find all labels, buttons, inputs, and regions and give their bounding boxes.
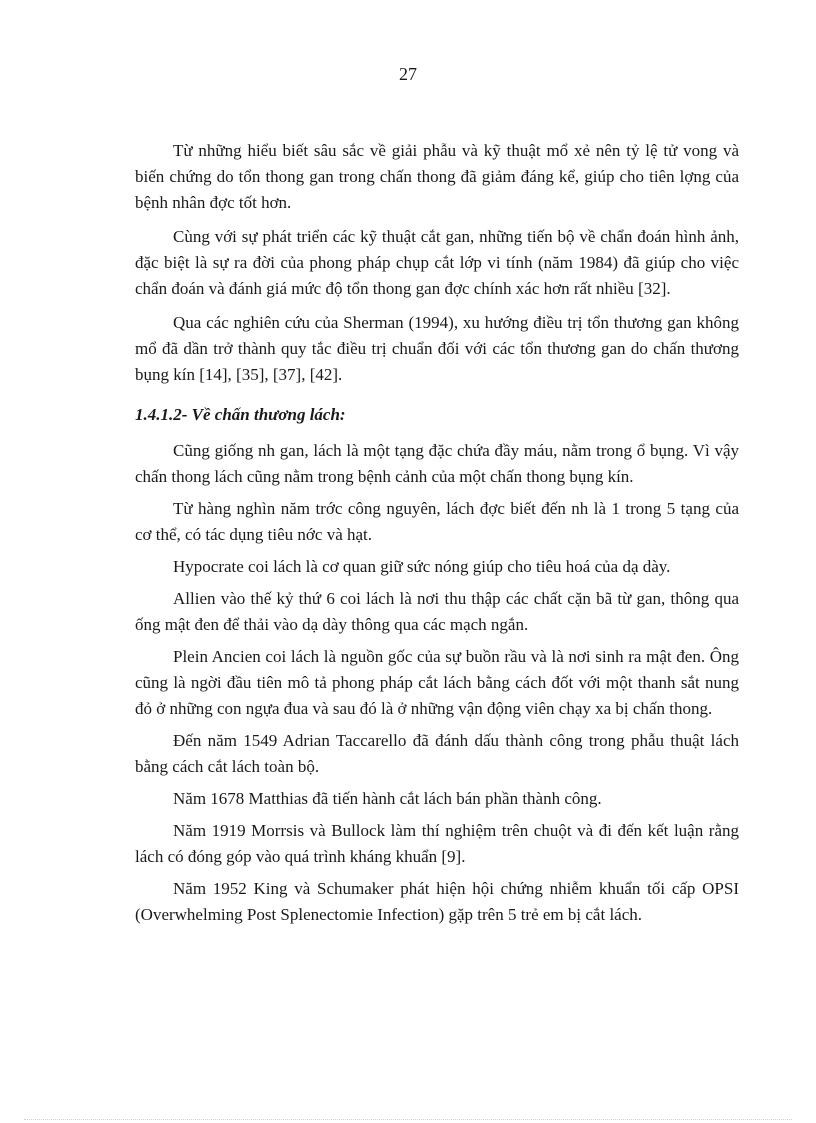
- paragraph: Từ hàng nghìn năm trớc công nguyên, lách đợc biết đến nh là 1 trong 5 tạng của cơ thể, có tác dụng tiêu nớc và hạt.: [135, 499, 739, 544]
- paragraph: Đến năm 1549 Adrian Taccarello đã đánh dấu thành công trong phẫu thuật lách bằng cách cắt lách toàn bộ.: [135, 731, 739, 776]
- paragraph: Qua các nghiên cứu của Sherman (1994), xu hướng điều trị tổn thương gan không mổ đã dần trở thành quy tắc điều trị chuẩn đối với các tổn thương gan do chấn thương bụng kín [14], [35], [37], [42].: [135, 313, 739, 384]
- page-body: [135, 138, 739, 928]
- section-heading: 1.4.1.2- Về chấn thương lách:: [135, 405, 346, 424]
- paragraph: Hypocrate coi lách là cơ quan giữ sức nóng giúp cho tiêu hoá của dạ dày.: [173, 557, 671, 576]
- paragraph: Plein Ancien coi lách là nguồn gốc của sự buồn rầu và là nơi sinh ra mật đen. Ông cũng là ngời đầu tiên mô tả phong pháp cắt lách bằng cách đốt với một thanh sắt nung đỏ ở những con ngựa đua và sau đó là ở những vận động viên chạy xa bị chấn thong.: [135, 647, 739, 718]
- paragraph: Allien vào thế kỷ thứ 6 coi lách là nơi thu thập các chất cặn bã từ gan, thông qua ống mật đen để thải vào dạ dày thông qua các mạch ngắn.: [135, 589, 739, 634]
- paragraph: Cùng với sự phát triển các kỹ thuật cắt gan, những tiến bộ về chẩn đoán hình ảnh, đặc biệt là sự ra đời của phong pháp chụp cắt lớp vi tính (năm 1984) đã giúp cho việc chẩn đoán và đánh giá mức độ tổn thong gan đợc chính xác hơn rất nhiều [32].: [135, 227, 739, 298]
- page-number: 27: [399, 64, 417, 84]
- paragraph: Cũng giống nh gan, lách là một tạng đặc chứa đầy máu, nằm trong ổ bụng. Vì vậy chấn thong lách cũng nằm trong bệnh cảnh của một chấn thong bụng kín.: [135, 441, 739, 486]
- paragraph: Năm 1952 King và Schumaker phát hiện hội chứng nhiễm khuẩn tối cấp OPSI (Overwhelming Post Splenectomie Infection) gặp trên 5 trẻ em bị cắt lách.: [135, 879, 739, 924]
- paragraph: Năm 1678 Matthias đã tiến hành cắt lách bán phần thành công.: [173, 789, 602, 808]
- paragraph: Năm 1919 Morrsis và Bullock làm thí nghiệm trên chuột và đi đến kết luận rằng lách có đóng góp vào quá trình kháng khuẩn [9].: [135, 821, 739, 866]
- paragraph: Từ những hiểu biết sâu sắc về giải phẫu và kỹ thuật mổ xẻ nên tỷ lệ tử vong và biến chứng do tổn thong gan trong chấn thong đã giảm đáng kể, giúp cho tiên lợng của bệnh nhân đợc tốt hơn.: [135, 141, 739, 212]
- page-bottom-divider: [24, 1119, 792, 1120]
